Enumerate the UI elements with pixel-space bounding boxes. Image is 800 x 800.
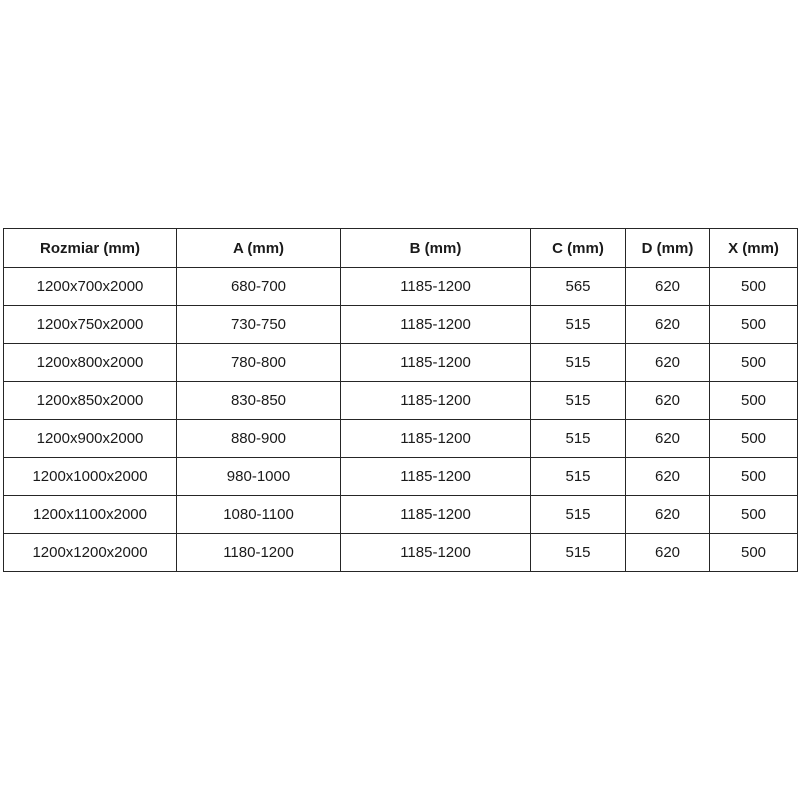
- table-cell: 515: [531, 382, 626, 420]
- table-cell: 500: [710, 420, 798, 458]
- table-cell: 515: [531, 306, 626, 344]
- table-cell: 1185-1200: [341, 534, 531, 572]
- table-cell: 500: [710, 344, 798, 382]
- dimensions-table: [3, 228, 798, 572]
- table-cell: 620: [626, 382, 710, 420]
- table-cell: 1080-1100: [177, 496, 341, 534]
- table-cell: 980-1000: [177, 458, 341, 496]
- table-cell: 500: [710, 496, 798, 534]
- table-cell: 1200x700x2000: [4, 268, 177, 306]
- column-header-x: X (mm): [710, 229, 798, 268]
- table-cell: 1200x800x2000: [4, 344, 177, 382]
- column-header-a: A (mm): [177, 229, 341, 268]
- table-row: [4, 420, 798, 458]
- table-cell: 1185-1200: [341, 344, 531, 382]
- table-cell: 500: [710, 534, 798, 572]
- table-row: [4, 306, 798, 344]
- table-cell: 830-850: [177, 382, 341, 420]
- table-cell: 620: [626, 268, 710, 306]
- table-cell: 620: [626, 534, 710, 572]
- table-cell: 680-700: [177, 268, 341, 306]
- table-cell: 500: [710, 382, 798, 420]
- table-cell: 1185-1200: [341, 420, 531, 458]
- table-row: [4, 534, 798, 572]
- table-row: [4, 382, 798, 420]
- table-cell: 515: [531, 496, 626, 534]
- table-cell: 620: [626, 344, 710, 382]
- table-cell: 500: [710, 458, 798, 496]
- table-row: [4, 344, 798, 382]
- table-cell: 1200x1200x2000: [4, 534, 177, 572]
- table-row: [4, 458, 798, 496]
- column-header-d: D (mm): [626, 229, 710, 268]
- table-cell: 500: [710, 306, 798, 344]
- table-cell: 1185-1200: [341, 496, 531, 534]
- table-row: [4, 268, 798, 306]
- column-header-c: C (mm): [531, 229, 626, 268]
- table-body: [4, 268, 798, 572]
- table-cell: 1200x1100x2000: [4, 496, 177, 534]
- table-cell: 780-800: [177, 344, 341, 382]
- table-cell: 1200x850x2000: [4, 382, 177, 420]
- table-cell: 620: [626, 306, 710, 344]
- table-cell: 1185-1200: [341, 382, 531, 420]
- table-cell: 1200x1000x2000: [4, 458, 177, 496]
- table-cell: 515: [531, 458, 626, 496]
- table-cell: 500: [710, 268, 798, 306]
- table-header-row: [4, 229, 798, 268]
- table-cell: 1185-1200: [341, 458, 531, 496]
- table-cell: 1200x900x2000: [4, 420, 177, 458]
- table-cell: 620: [626, 496, 710, 534]
- column-header-rozmiar: Rozmiar (mm): [4, 229, 177, 268]
- table-cell: 1200x750x2000: [4, 306, 177, 344]
- table-cell: 565: [531, 268, 626, 306]
- table-cell: 1185-1200: [341, 306, 531, 344]
- table-cell: 1185-1200: [341, 268, 531, 306]
- table-cell: 515: [531, 344, 626, 382]
- table-cell: 1180-1200: [177, 534, 341, 572]
- dimensions-table-container: [3, 228, 797, 572]
- table-cell: 515: [531, 534, 626, 572]
- table-cell: 620: [626, 458, 710, 496]
- column-header-b: B (mm): [341, 229, 531, 268]
- table-cell: 880-900: [177, 420, 341, 458]
- table-cell: 730-750: [177, 306, 341, 344]
- table-cell: 620: [626, 420, 710, 458]
- table-row: [4, 496, 798, 534]
- table-cell: 515: [531, 420, 626, 458]
